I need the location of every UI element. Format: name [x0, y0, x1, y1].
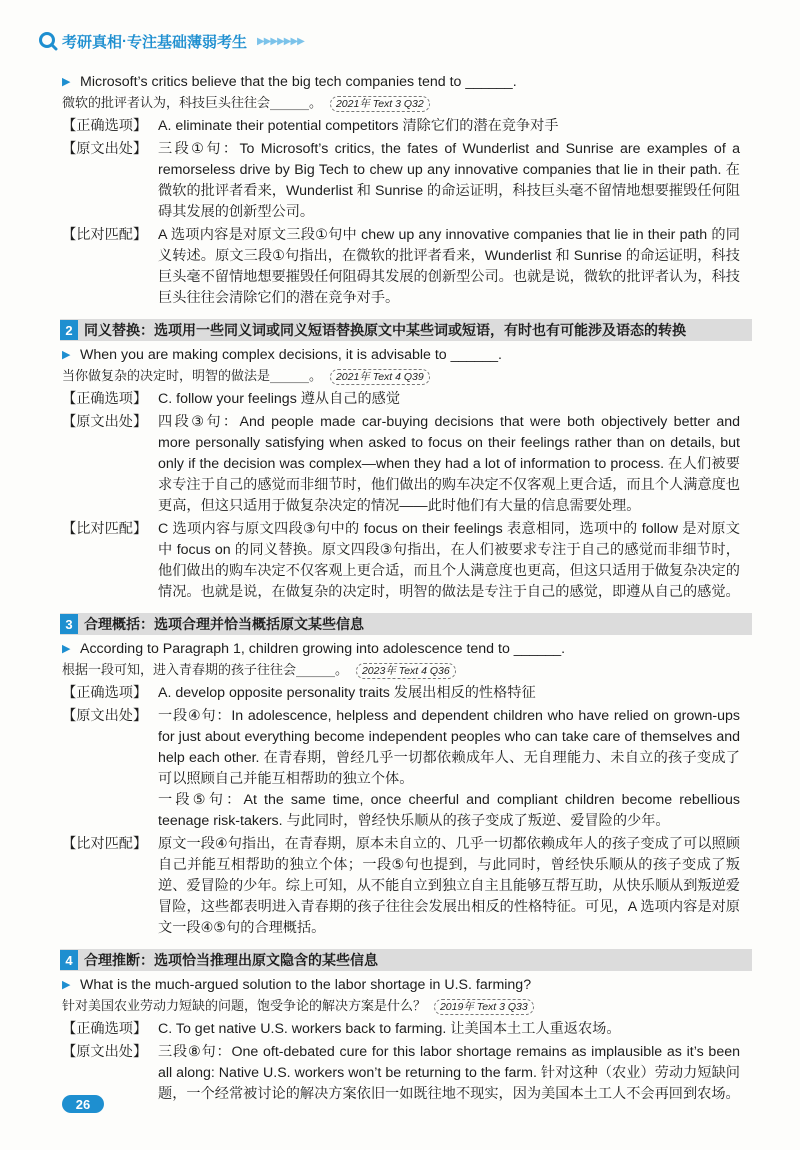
answer-label: 【正确选项】	[62, 118, 148, 134]
source-tag: 2021年 Text 3 Q32	[330, 96, 430, 112]
source-row	[62, 706, 740, 832]
question-text: What is the much-argued solution to the labor shortage in U.S. farming?	[80, 977, 532, 993]
section-title: 同义替换：选项用一些同义词或同义短语替换原文中某些词或短语，有时也有可能涉及语态的转换	[84, 321, 686, 338]
answer-text: A. eliminate their potential competitors 清除它们的潜在竞争对手	[158, 118, 559, 134]
brand-slogan: 专注基础薄弱考生	[127, 33, 248, 51]
question-text: Microsoft’s critics believe that the big tech companies tend to ______.	[80, 74, 517, 90]
source-label: 【原文出处】	[62, 141, 148, 157]
source-tag: 2019年 Text 3 Q33	[434, 999, 534, 1015]
page-number: 26	[62, 1095, 104, 1113]
translation-text: 针对美国农业劳动力短缺的问题，饱受争论的解决方案是什么？	[62, 999, 427, 1014]
translation-text: 根据一段可知，进入青春期的孩子往往会______。	[62, 663, 349, 678]
triangle-bullet-icon: ▶	[62, 76, 71, 88]
section-2-heading	[60, 319, 752, 341]
translation-text: 微软的批评者认为，科技巨头往往会______。	[62, 96, 323, 111]
source-tag: 2023年 Text 4 Q36	[356, 663, 456, 679]
section-number: 4	[60, 950, 78, 970]
page-header	[38, 30, 304, 52]
answer-row	[62, 116, 740, 137]
source-text	[158, 706, 740, 832]
brand-name: 考研真相	[62, 33, 123, 51]
question-2-translation	[62, 366, 740, 387]
source-text: 三段①句：To Microsoft’s critics, the fates of Wunderlist and Sunrise are examples of a remorseless drive by Big Tech to chew up any innovative companies that lie in their path. 在微软的批评者看来，Wunderlist 和 Sunrise 的命运证明，科技巨头毫不留情地想要摧毁任何阻碍其发展的创新型公司。	[158, 141, 740, 220]
triangle-bullet-icon: ▶	[62, 643, 71, 655]
question-text: When you are making complex decisions, it is advisable to ______.	[80, 347, 502, 363]
compare-row	[62, 834, 740, 939]
source-label: 【原文出处】	[62, 708, 148, 724]
answer-label: 【正确选项】	[62, 391, 148, 407]
source-text: 四段③句：And people made car-buying decisions that were both objectively better and more personally satisfying when asked to focus on their feelings rather than on details, but only if the decision was complex—when they had a lot of information to process. 在人们被要求专注于自己的感觉而非细节时，他们做出的购车决定不仅客观上更合适，而且个人满意度也更高，但这只适用于做复杂决定的情况——此时他们有大量的信息需要处理。	[158, 414, 740, 514]
source-label: 【原文出处】	[62, 1044, 148, 1060]
answer-row	[62, 389, 740, 410]
question-2	[62, 345, 740, 366]
source-text: 三段⑧句：One oft-debated cure for this labor shortage remains as implausible as it’s been all along: Native U.S. workers won’t be returning to the farm. 针对这种（农业）劳动力短缺问题，一个经常被讨论的解决方案依旧一如既往地不现实，因为美国本土工人不会再回到农场。	[158, 1044, 740, 1102]
answer-label: 【正确选项】	[62, 1021, 148, 1037]
answer-text: C. To get native U.S. workers back to farming. 让美国本土工人重返农场。	[158, 1021, 621, 1037]
compare-row	[62, 519, 740, 603]
question-1	[62, 72, 740, 93]
question-3-translation	[62, 660, 740, 681]
answer-row	[62, 683, 740, 704]
compare-label: 【比对匹配】	[62, 836, 148, 852]
compare-text: 原文一段④句指出，在青春期，原本未自立的、几乎一切都依赖成年人的孩子变成了可以照顾自己并能互相帮助的独立个体；一段⑤句也提到，与此同时，曾经快乐顺从的孩子变成了叛逆、爱冒险的少年。综上可知，从不能自立到独立自主且能够互帮互助，从快乐顺从到叛逆爱冒险，这些都表明进入青春期的孩子往往会发展出相反的性格特征。可见，A 选项内容是对原文一段④⑤句的合理概括。	[158, 836, 740, 936]
brand-separator: ·	[122, 32, 128, 50]
source-sentence-2: 一段⑤句：At the same time, once cheerful and compliant children become rebellious teenage risk-takers. 与此同时，曾经快乐顺从的孩子变成了叛逆、爱冒险的少年。	[158, 792, 740, 829]
source-row	[62, 1042, 740, 1105]
section-3-heading	[60, 613, 752, 635]
source-tag: 2021年 Text 4 Q39	[330, 369, 430, 385]
page-content	[62, 68, 740, 1105]
question-1-translation	[62, 93, 740, 114]
translation-text: 当你做复杂的决定时，明智的做法是______。	[62, 369, 323, 384]
section-title: 合理推断：选项恰当推理出原文隐含的某些信息	[84, 951, 378, 968]
decorative-arrows: ▶▶▶▶▶▶▶	[257, 35, 304, 47]
compare-text: A 选项内容是对原文三段①句中 chew up any innovative companies that lie in their path 的同义转述。原文三段①句指出，在微软的批评者看来，Wunderlist 和 Sunrise 的命运证明，科技巨头毫不留情地想要摧毁任何阻碍其发展的创新型公司。也就是说，微软的批评者认为，科技巨头往往会清除它们的潜在竞争对手。	[158, 227, 740, 306]
question-4-translation	[62, 996, 740, 1017]
answer-row	[62, 1019, 740, 1040]
source-label: 【原文出处】	[62, 414, 148, 430]
compare-row	[62, 225, 740, 309]
question-4	[62, 975, 740, 996]
question-text: According to Paragraph 1, children growing into adolescence tend to ______.	[80, 641, 566, 657]
section-4-heading	[60, 949, 752, 971]
compare-text: C 选项内容与原文四段③句中的 focus on their feelings 表意相同，选项中的 follow 是对原文中 focus on 的同义替换。原文四段③句指出，在人们被要求专注于自己的感觉而非细节时，他们做出的购车决定不仅客观上更合适，而且个人满意度也更高，但这只适用于做复杂决定的情况。也就是说，在做复杂的决定时，明智的做法是专注于自己的感觉，即遵从自己的感觉。	[158, 521, 740, 600]
section-number: 2	[60, 320, 78, 340]
triangle-bullet-icon: ▶	[62, 979, 71, 991]
question-3	[62, 639, 740, 660]
answer-label: 【正确选项】	[62, 685, 148, 701]
compare-label: 【比对匹配】	[62, 521, 148, 537]
triangle-bullet-icon: ▶	[62, 349, 71, 361]
search-logo-icon	[38, 31, 58, 51]
answer-text: C. follow your feelings 遵从自己的感觉	[158, 391, 401, 407]
source-row	[62, 139, 740, 223]
answer-text: A. develop opposite personality traits 发展出相反的性格特征	[158, 685, 536, 701]
section-number: 3	[60, 614, 78, 634]
compare-label: 【比对匹配】	[62, 227, 148, 243]
source-sentence-1: 一段④句：In adolescence, helpless and dependent children who have relied on grown-ups for just about everything become independent peoples who can take care of themselves and help each other. 在青春期，曾经几乎一切都依赖成年人、无自理能力、未自立的孩子变成了可以照顾自己并能互相帮助的独立个体。	[158, 708, 740, 787]
source-row	[62, 412, 740, 517]
section-title: 合理概括：选项合理并恰当概括原文某些信息	[84, 615, 364, 632]
